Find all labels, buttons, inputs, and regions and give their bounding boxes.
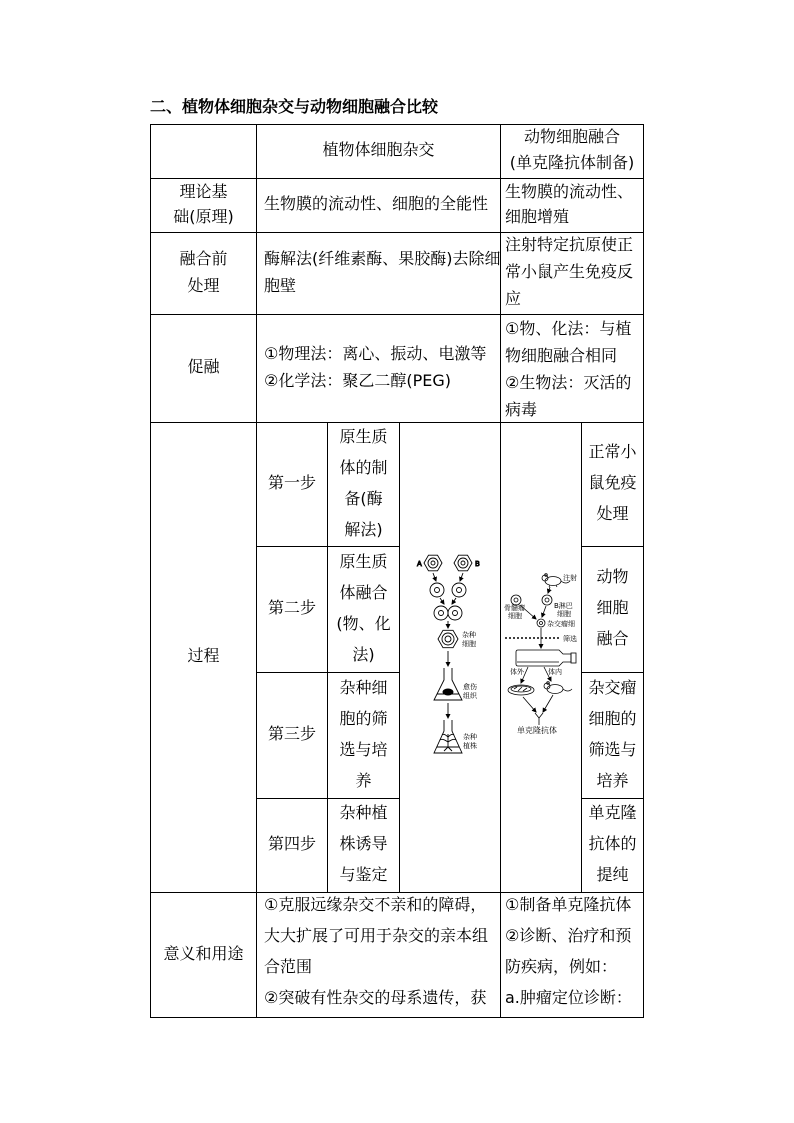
protoplast-a [430,583,444,597]
protoplast-b [452,583,466,597]
pretreatment-animal-line: 应 [505,289,522,308]
process-label-cell [150,422,257,893]
plant-cell-a-label: A [417,560,422,568]
significance-animal-line: 防疾病，例如： [505,957,618,976]
pretreatment-animal-line: 注射特定抗原使正 [505,235,634,254]
callus-label: 愈伤 [463,683,477,691]
plant-hybridization-figure [400,548,499,763]
animal-step-line: 处理 [596,504,629,523]
animal-step-line: 单克隆 [588,803,637,822]
plant-step-desc-line: 体融合 [339,582,388,602]
hybrid-plant-label: 植株 [463,742,477,750]
significance-animal-cell [500,892,644,1018]
promotion-animal-line: 物细胞融合相同 [505,345,618,365]
antibody-icon [535,713,543,725]
promotion-plant-cell [256,314,501,423]
plant-step-desc-line: 杂种细 [339,677,388,697]
animal-step-line: 细胞 [596,598,629,617]
significance-plant-cell [256,892,501,1018]
in-vivo-label: 体内 [548,668,562,676]
pretreatment-animal-cell [500,232,644,315]
plant-step-desc-cell [327,546,400,673]
myeloma-cell-label: 细胞 [508,612,522,620]
arrow [548,587,550,593]
arrow [460,573,463,581]
myeloma-cell-label: 骨髓瘤 [504,604,525,612]
animal-step-line: 细胞的 [588,708,637,728]
plant-step-label: 第三步 [267,724,316,743]
animal-step-line: 抗体的 [588,834,637,853]
plant-step-label: 第四步 [267,834,316,853]
host-mouse [544,682,572,694]
arrow [452,598,456,604]
promotion-plant-line: ①物理法：离心、振动、电激等 [264,343,487,363]
significance-plant-line: ①克服远缘杂交不亲和的障碍， [264,895,487,914]
animal-step-line: 培养 [596,770,629,790]
animal-step-line: 鼠免疫 [588,473,637,492]
promotion-animal-line: ②生物法：灭活的 [505,372,632,392]
b-lymphocyte [542,595,552,605]
plant-step-label-cell [256,422,328,547]
monoclonal-antibody-figure [501,560,581,740]
b-lymphocyte-label: 细胞 [557,610,571,618]
pretreatment-label-line: 融合前 [179,248,228,268]
principle-plant-cell [256,178,501,233]
significance-plant-line: 合范围 [264,957,313,976]
in-vitro-label: 体外 [510,668,524,676]
pretreatment-label-line: 处理 [187,275,220,295]
principle-label-line: 础(原理) [173,206,234,226]
plant-step-desc-line: 法) [352,644,375,664]
animal-step-cell [581,546,644,673]
hybridoma-label: 杂交瘤细 [547,620,575,628]
plant-cell-b [454,555,472,571]
hybrid-cell-label: 杂种 [462,631,476,639]
plant-step-desc-cell [327,798,400,893]
promotion-plant-line: ②化学法：聚乙二醇(PEG) [264,370,451,390]
arrow [523,697,536,712]
significance-plant-line: 大大扩展了可用于杂交的亲本组 [264,926,489,945]
significance-label-text: 意义和用途 [163,943,244,963]
plant-step-desc-line: (物、化 [336,613,391,633]
plant-step-label: 第一步 [267,473,316,492]
arrow [543,695,553,712]
animal-step-line: 正常小 [588,442,637,461]
plant-step-desc-line: 体的制 [339,457,388,477]
callus-flask [434,668,462,700]
pretreatment-label-cell [150,232,257,315]
plant-step-desc-cell [327,672,400,799]
culture-bottle [516,650,576,666]
hybrid-cell [438,630,458,647]
hybrid-plant-label: 杂种 [463,733,477,741]
plant-step-desc-line: 养 [355,770,372,790]
animal-step-line: 动物 [596,567,629,586]
significance-plant-text [264,892,488,1013]
plant-step-desc-line: 解法) [344,519,383,539]
promotion-animal-cell [500,314,644,423]
injection-label: 注射 [563,574,577,582]
animal-step-cell [581,422,644,547]
principle-animal-line: 细胞增殖 [505,206,570,226]
pretreatment-plant-cell [256,232,501,315]
promotion-animal-line: ①物、化法：与植 [505,318,632,338]
section-title: 二、植物体细胞杂交与动物细胞融合比较 [150,97,439,116]
hybrid-cell-label: 细胞 [462,640,476,648]
monoclonal-antibody-label: 单克隆抗体 [517,726,557,735]
plant-step-label-cell [256,546,328,673]
animal-step-cell [581,798,644,893]
plant-step-desc-line: 选与培 [339,739,388,759]
b-lymphocyte-label: B淋巴 [554,602,573,610]
header-animal-line: 动物细胞融合 [523,126,620,146]
petri-dish [508,685,534,695]
principle-label-line: 理论基 [179,181,228,201]
promotion-label-text: 促融 [187,357,220,376]
header-plant-cell [256,124,501,179]
significance-animal-line: ①制备单克隆抗体 [505,895,632,914]
animal-step-line: 融合 [596,629,629,648]
arrow [440,598,444,604]
header-plant-text: 植物体细胞杂交 [322,140,435,159]
promotion-label-cell [150,314,257,423]
header-animal-cell [500,124,644,179]
plant-step-label: 第二步 [267,598,316,617]
significance-animal-line: ②诊断、治疗和预 [505,926,632,945]
pretreatment-plant-line: 酶解法(纤维素酶、果胶酶)去除细 [264,248,501,268]
arrow [542,606,546,617]
principle-plant-text: 生物膜的流动性、细胞的全能性 [264,194,489,213]
plant-step-desc-cell [327,422,400,547]
principle-animal-cell [500,178,644,233]
fusing-protoplasts [434,606,462,620]
principle-label-cell [150,178,257,233]
significance-animal-text [505,892,632,1013]
animal-step-line: 杂交瘤 [588,677,637,697]
plant-step-desc-line: 原生质 [339,426,388,446]
header-blank-cell [150,124,257,179]
significance-animal-line: a.肿瘤定位诊断： [505,988,632,1007]
plant-step-desc-line: 胞的筛 [339,708,388,728]
header-animal-line: (单克隆抗体制备) [509,152,635,172]
pretreatment-animal-line: 常小鼠产生免疫反 [505,262,634,281]
principle-animal-line: 生物膜的流动性、 [505,181,634,201]
arrow [433,573,436,581]
callus-label: 组织 [463,692,477,700]
plant-step-desc-line: 杂种植 [339,803,388,822]
significance-plant-line: ②突破有性杂交的母系遗传，获 [264,988,487,1007]
plant-step-desc-line: 株诱导 [339,834,388,853]
plant-cell-b-label: B [475,560,480,568]
plant-cell-a [424,555,442,571]
promotion-animal-line: 病毒 [505,399,538,419]
hybrid-plant-flask [434,720,462,753]
plant-step-desc-line: 原生质 [339,551,388,571]
plant-step-desc-line: 备(酶 [344,488,383,508]
animal-step-line: 提纯 [596,865,629,884]
animal-step-cell [581,672,644,799]
pretreatment-plant-line: 胞壁 [264,275,297,295]
hybridoma-cell [537,619,545,627]
plant-step-desc-line: 与鉴定 [339,865,388,884]
screening-label: 筛选 [563,635,577,643]
plant-step-label-cell [256,798,328,893]
process-label-text: 过程 [187,646,220,665]
animal-step-line: 筛选与 [588,739,637,759]
significance-label-cell [150,892,257,1018]
plant-step-label-cell [256,672,328,799]
